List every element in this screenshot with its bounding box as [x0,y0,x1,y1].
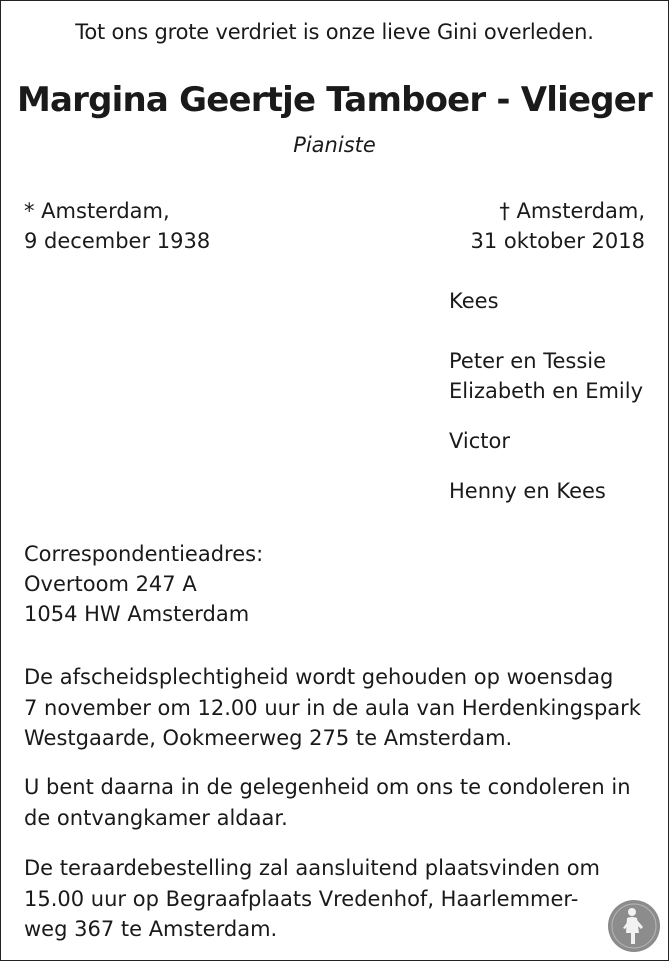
memorial-seal-graphic [608,900,660,952]
paragraph-line: 7 november om 12.00 uur in de aula van Herdenkingspark [24,695,641,720]
correspondence-label: Correspondentieadres: [24,542,264,566]
correspondence-street: Overtoom 247 A [24,572,197,596]
occupation: Pianiste [293,133,376,157]
birth-block [24,196,210,256]
farewell-paragraph [24,662,645,754]
death-date: 31 oktober 2018 [470,229,645,253]
paragraph-line: Westgaarde, Ookmeerweg 275 te Amsterdam. [24,726,513,750]
family-group [449,286,643,316]
death-place: † Amsterdam, [499,199,645,223]
correspondence-city: 1054 HW Amsterdam [24,602,250,626]
condolence-paragraph [24,772,645,833]
burial-paragraph [24,853,645,945]
memorial-seal-icon [608,900,660,952]
paragraph-line: weg 367 te Amsterdam. [24,917,278,941]
paragraph-line: De afscheidsplechtigheid wordt gehouden op woensdag [24,665,614,689]
family-member: Henny en Kees [449,479,606,503]
paragraph-line: de ontvangkamer aldaar. [24,805,288,830]
correspondence-address [24,539,263,629]
family-member: Elizabeth en Emily [449,379,644,403]
paragraph-line: 15.00 uur op Begraafplaats Vredenhof, Haarlemmer- [24,886,579,911]
family-group [449,346,643,406]
death-block [471,196,646,256]
family-group [449,476,643,506]
family-group [449,426,643,456]
deceased-name: Margina Geertje Tamboer - Vlieger [16,80,653,120]
paragraph-line: U bent daarna in de gelegenheid om ons te condoleren in [24,775,631,799]
family-member: Peter en Tessie [449,349,607,373]
birth-place: * Amsterdam, [24,199,170,223]
family-member: Victor [449,429,511,453]
intro-text: Tot ons grote verdriet is onze lieve Gini overleden. [75,20,594,44]
paragraph-line: De teraardebestelling zal aansluitend plaatsvinden om [24,856,600,880]
family-member: Kees [449,289,499,313]
family-list [449,286,643,506]
birth-date: 9 december 1938 [24,229,211,253]
